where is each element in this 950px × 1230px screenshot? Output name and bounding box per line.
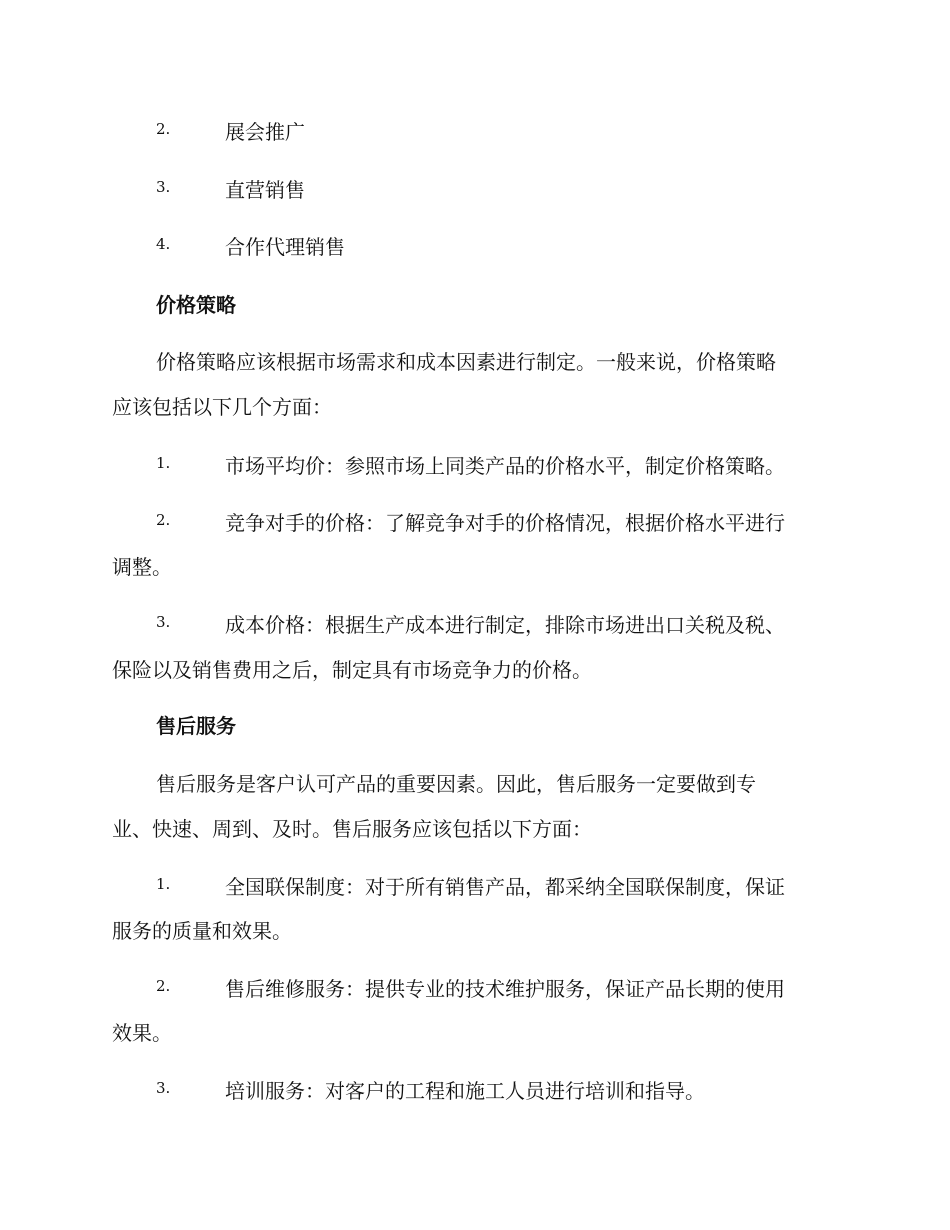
list-text-continued: 调整。 <box>112 555 172 579</box>
list-number: 1. <box>156 875 171 893</box>
list-text: 直营销售 <box>225 178 305 202</box>
paragraph-line: 业、快速、周到、及时。售后服务应该包括以下方面： <box>112 817 592 841</box>
list-number: 3. <box>156 1079 171 1097</box>
paragraph-line: 售后服务是客户认可产品的重要因素。因此，售后服务一定要做到专 <box>156 772 756 796</box>
list-text: 市场平均价：参照市场上同类产品的价格水平，制定价格策略。 <box>225 454 785 478</box>
list-text: 合作代理销售 <box>225 235 345 259</box>
list-text: 成本价格：根据生产成本进行制定，排除市场进出口关税及税、 <box>225 613 785 637</box>
paragraph-line: 应该包括以下几个方面： <box>112 395 332 419</box>
list-text-continued: 效果。 <box>112 1021 172 1045</box>
list-text-continued: 服务的质量和效果。 <box>112 919 292 943</box>
list-text: 全国联保制度：对于所有销售产品，都采纳全国联保制度，保证 <box>225 875 785 899</box>
list-number: 4. <box>156 235 171 253</box>
list-number: 2. <box>156 511 171 529</box>
list-number: 2. <box>156 120 171 138</box>
list-number: 1. <box>156 454 171 472</box>
list-text-continued: 保险以及销售费用之后，制定具有市场竞争力的价格。 <box>112 658 592 682</box>
section-heading: 售后服务 <box>156 714 236 738</box>
list-number: 3. <box>156 178 171 196</box>
list-text: 竞争对手的价格：了解竞争对手的价格情况，根据价格水平进行 <box>225 511 785 535</box>
section-heading: 价格策略 <box>156 293 236 317</box>
list-text: 售后维修服务：提供专业的技术维护服务，保证产品长期的使用 <box>225 977 785 1001</box>
paragraph-line: 价格策略应该根据市场需求和成本因素进行制定。一般来说，价格策略 <box>156 350 776 374</box>
list-number: 2. <box>156 977 171 995</box>
list-text: 培训服务：对客户的工程和施工人员进行培训和指导。 <box>225 1079 705 1103</box>
list-number: 3. <box>156 613 171 631</box>
list-text: 展会推广 <box>225 120 305 144</box>
